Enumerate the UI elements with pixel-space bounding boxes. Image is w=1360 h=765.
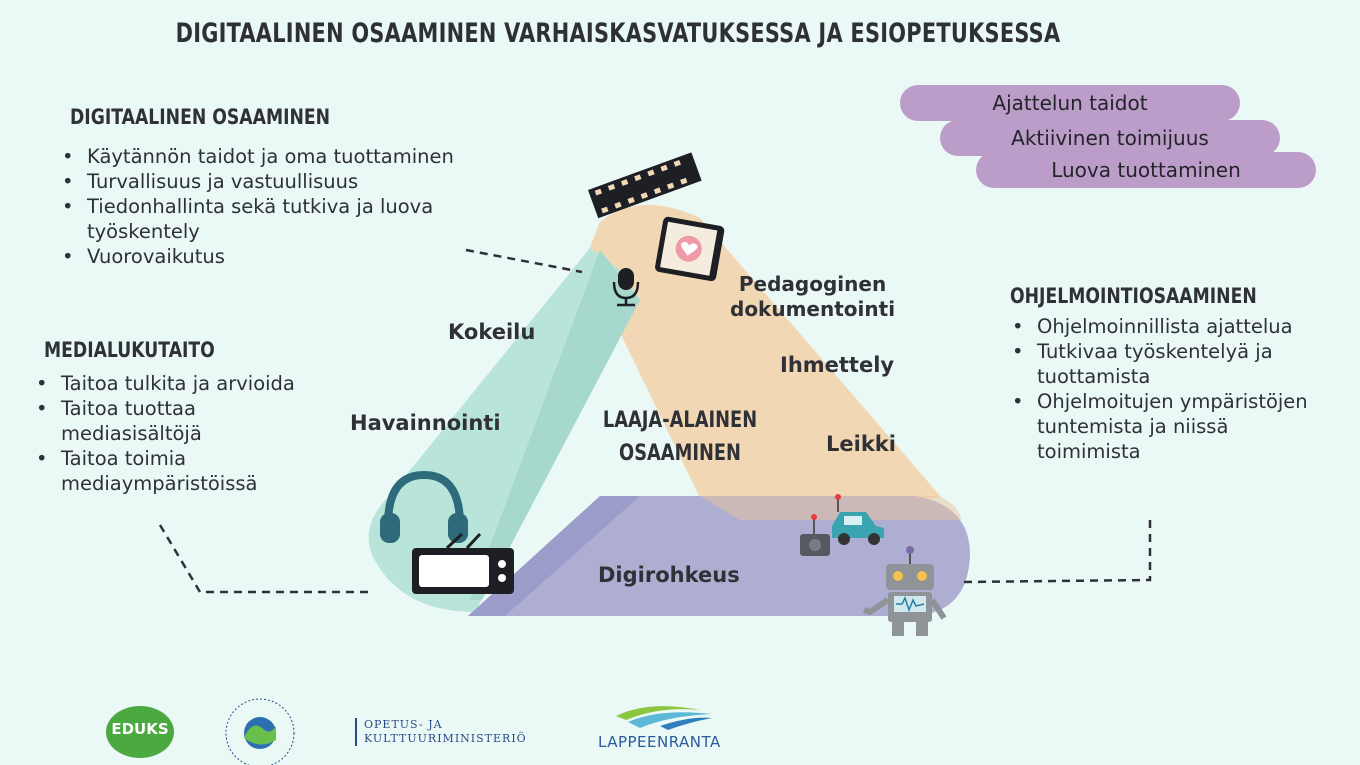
- okm-line: OPETUS- JA: [364, 718, 443, 731]
- list-item: • Turvallisuus ja vastuullisuus: [60, 169, 460, 194]
- connector-digitaalinen: [466, 250, 582, 272]
- okm-line: KULTTUURIMINISTERIÖ: [364, 732, 527, 745]
- label-kokeilu: Kokeilu: [448, 320, 536, 344]
- label-line: LAAJA-ALAINEN: [602, 408, 758, 433]
- pill-luova-tuottaminen: Luova tuottaminen: [976, 152, 1316, 188]
- list-item: • Ohjelmoinnillista ajattelua: [1010, 314, 1320, 339]
- lappeenranta-logo: LAPPEENRANTA: [598, 733, 721, 751]
- okm-logo: [364, 718, 527, 746]
- label-laaja-alainen-osaaminen: [590, 404, 770, 470]
- list-item: • Taitoa tuottaa mediasisältöjä: [34, 396, 334, 446]
- list-digitaalinen-osaaminen: [60, 144, 460, 269]
- list-item: • Vuorovaikutus: [60, 244, 460, 269]
- connector-ohjelmointi: [962, 520, 1150, 582]
- list-item: • Ohjelmoitujen ympäristöjen tuntemista ja niissä toimimista: [1010, 389, 1320, 464]
- tablet-heart-icon: [654, 216, 725, 282]
- label-line: Pedagoginen: [738, 272, 887, 296]
- pill-aktiivinen-toimijuus: Aktiivinen toimijuus: [940, 120, 1280, 156]
- list-ohjelmointiosaaminen: [1010, 314, 1320, 464]
- connector-medialukutaito: [160, 525, 370, 592]
- pill-ajattelun-taidot: Ajattelun taidot: [900, 85, 1240, 121]
- list-item: • Käytännön taidot ja oma tuottaminen: [60, 144, 460, 169]
- label-digirohkeus: Digirohkeus: [598, 563, 740, 587]
- heading-ohjelmointiosaaminen: OHJELMOINTIOSAAMINEN: [1010, 284, 1257, 308]
- heading-digitaalinen-osaaminen: DIGITAALINEN OSAAMINEN: [70, 105, 331, 129]
- list-medialukutaito: [34, 371, 334, 496]
- list-item: • Tiedonhallinta sekä tutkiva ja luova työskentely: [60, 194, 460, 244]
- page-title: DIGITAALINEN OSAAMINEN VARHAISKASVATUKSESSA JA ESIOPETUKSESSA: [175, 18, 1061, 49]
- list-item: • Tutkivaa työskentelyä ja tuottamista: [1010, 339, 1320, 389]
- label-leikki: Leikki: [826, 432, 896, 456]
- label-line: dokumentointi: [730, 297, 896, 321]
- label-ihmettely: Ihmettely: [780, 353, 895, 377]
- label-line: OSAAMINEN: [619, 441, 741, 466]
- list-item: • Taitoa tulkita ja arvioida: [34, 371, 334, 396]
- heading-medialukutaito: MEDIALUKUTAITO: [44, 338, 215, 362]
- label-pedagoginen-dokumentointi: [730, 272, 895, 322]
- label-havainnointi: Havainnointi: [350, 411, 501, 435]
- list-item: • Taitoa toimia mediaympäristöissä: [34, 446, 334, 496]
- eduks-logo: EDUKS: [111, 720, 169, 738]
